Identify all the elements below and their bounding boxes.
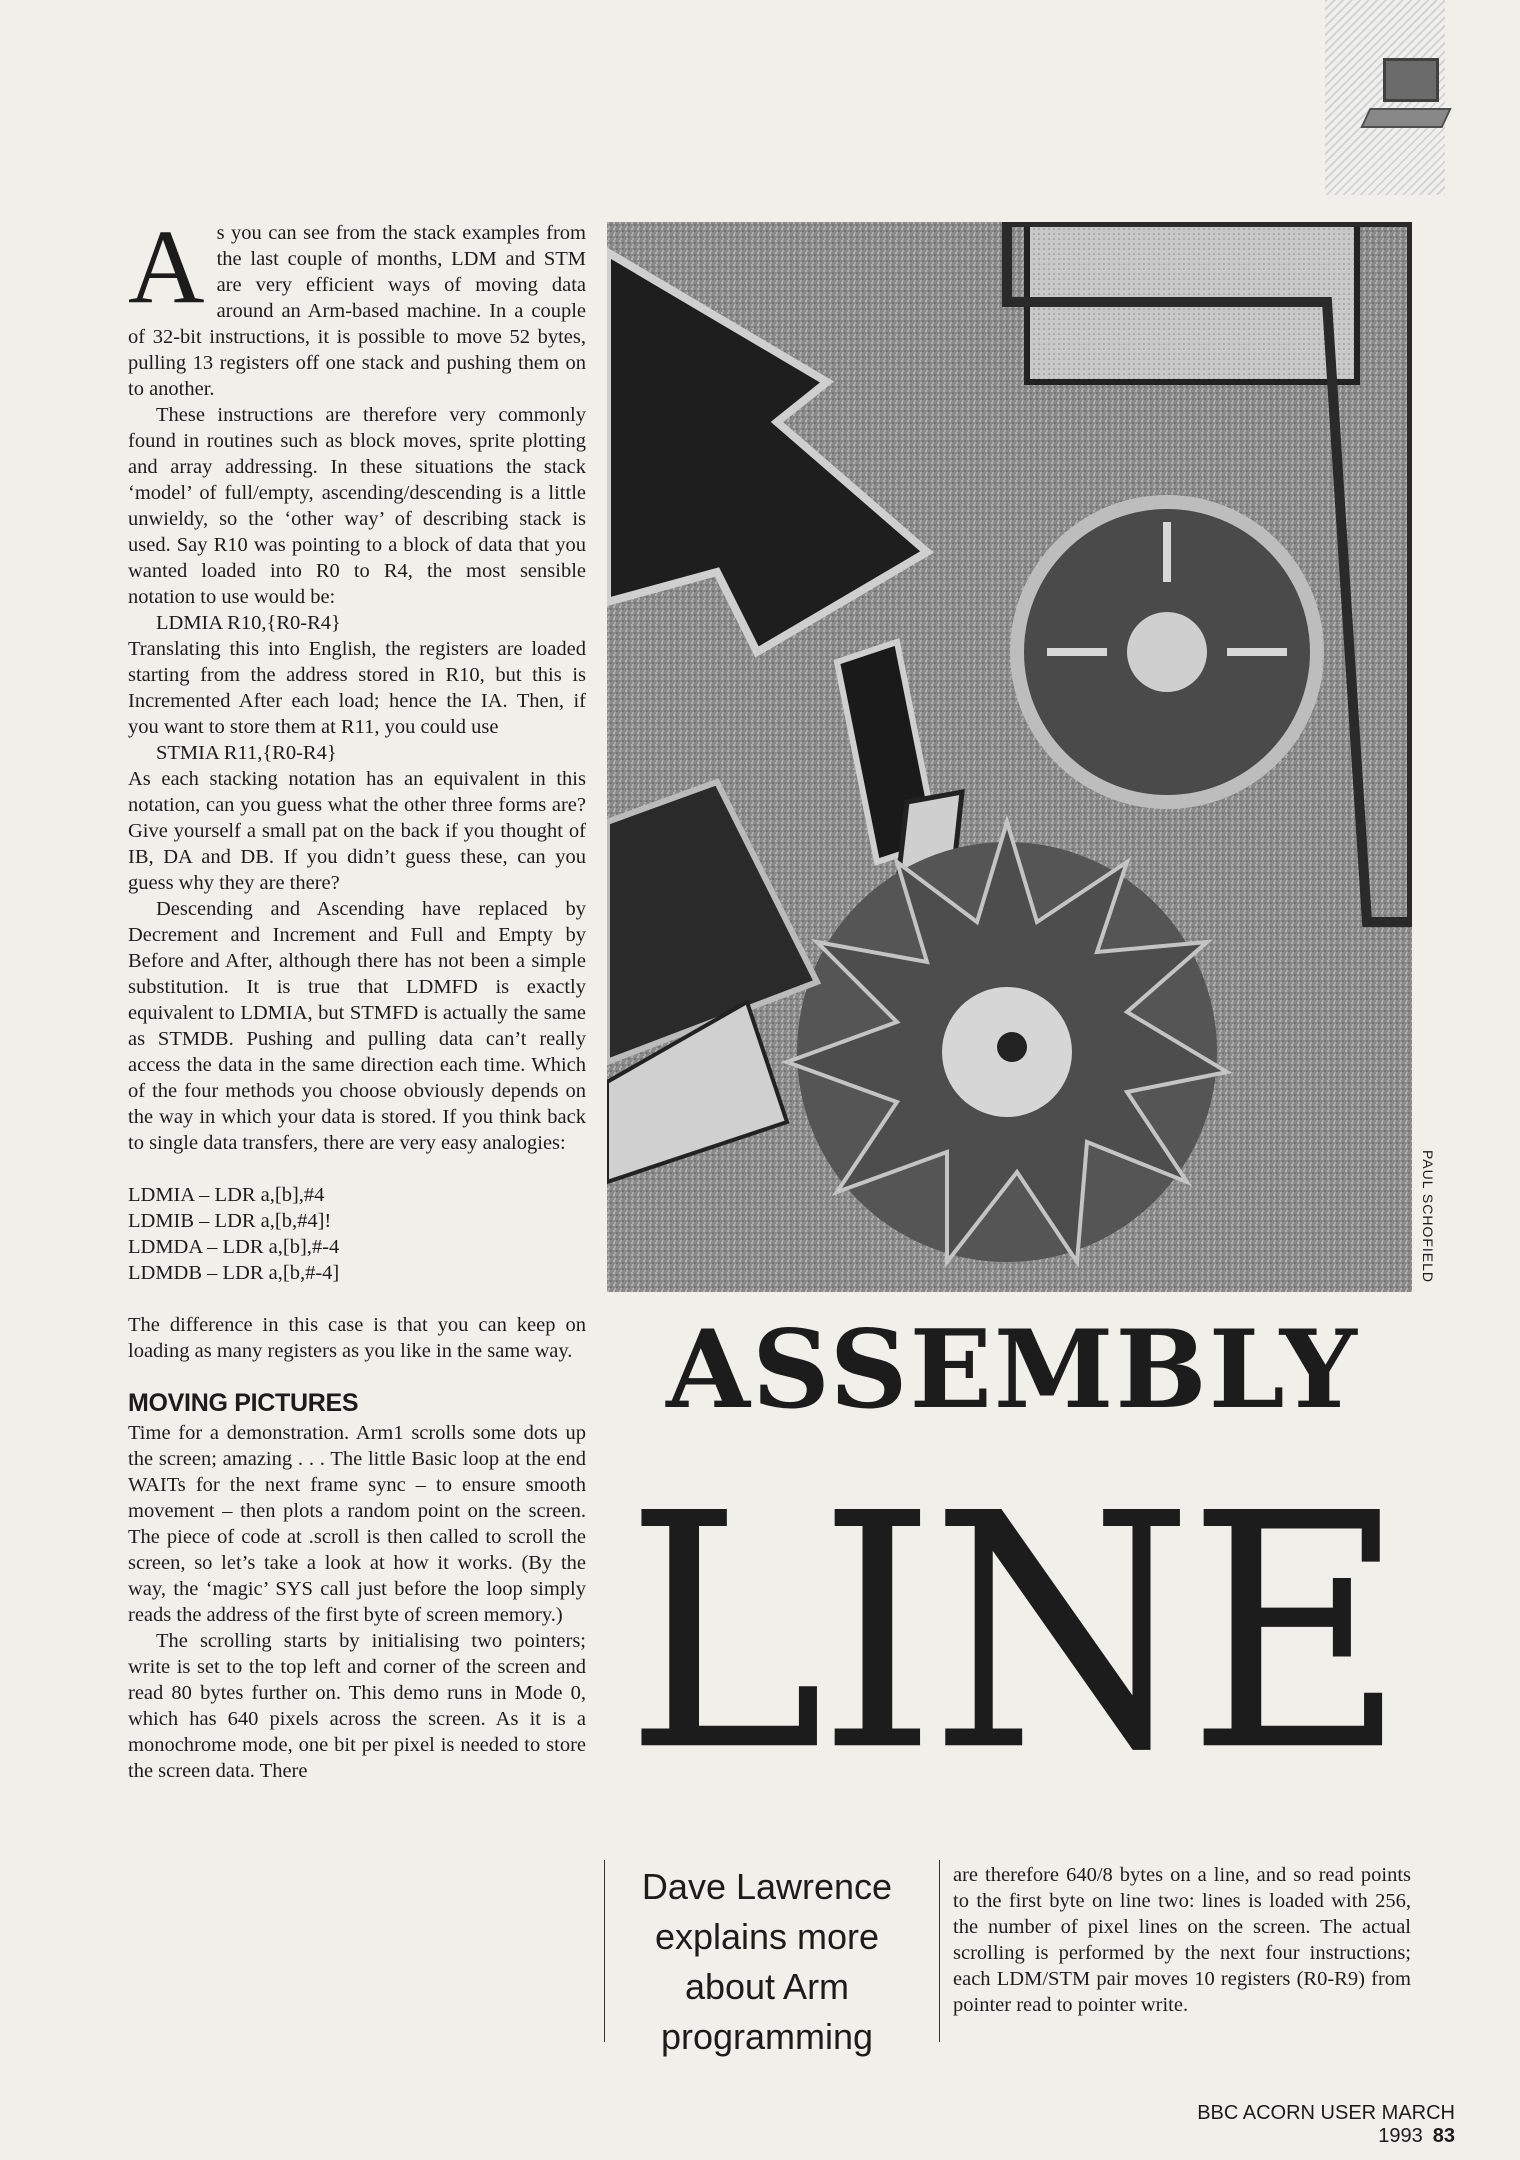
paragraph: Time for a demonstration. Arm1 scrolls some dots up the screen; amazing . . . The little Basic loop at the end WAITs for the next frame sync – to ensure smooth movement – then plots a random point on the screen. The piece of code at .scroll is then called to scroll the screen, so let’s take a look at how it works. (By the way, the ‘magic’ SYS call just before the loop simply reads the address of the first byte of screen memory.) [128, 1422, 586, 1626]
page-number: 83 [1432, 2125, 1455, 2147]
code-line: LDMIA – LDR a,[b],#4 [128, 1184, 325, 1206]
column-divider [939, 1860, 940, 2042]
article-title-line-2: LINE [624, 1445, 1401, 1822]
magazine-issue: BBC ACORN USER MARCH 1993 [1197, 2102, 1455, 2147]
section-heading: MOVING PICTURES [128, 1389, 359, 1417]
code-line: LDMDB – LDR a,[b,#-4] [128, 1262, 340, 1284]
paragraph: Descending and Ascending have replaced by Decrement and Increment and Full and Empty by Before and After, although there has not been a simple substitution. It is true that LDMFD is exactly equivalent to LDMIA, but STMFD is actually the same as STMDB. Pushing and pulling data can’t really access the data in the same direction each time. Which of the four methods you choose obviously depends on the way in which your data is stored. If you think back to single data transfers, there are very easy analogies: [128, 898, 586, 1154]
gears-illustration [607, 222, 1412, 1292]
column-divider [604, 1860, 605, 2042]
paragraph: These instructions are therefore very commonly found in routines such as block moves, sprite plotting and array addressing. In these situations the stack ‘model’ of full/empty, ascending/descending is a little unwieldy, so the ‘other way’ of describing stack is used. Say R10 was pointing to a block of data that you wanted loaded into R0 to R4, the most sensible notation to use would be: [128, 404, 586, 608]
keyboard-icon [1360, 108, 1451, 128]
left-column [128, 208, 586, 1784]
code-analogies [128, 1182, 586, 1286]
computer-monitor-icon [1383, 58, 1439, 102]
page-footer [1125, 2102, 1455, 2148]
standfirst: Dave Lawrence explains more about Arm programming [641, 1866, 893, 2057]
drop-cap: A [128, 208, 205, 325]
code-example: LDMIA R10,{R0-R4} [156, 612, 341, 634]
article-title-line-1: ASSEMBLY [666, 1307, 1359, 1433]
code-example: STMIA R11,{R0-R4} [156, 742, 337, 764]
paragraph: As each stacking notation has an equivalent in this notation, can you guess what the other three forms are? Give yourself a small pat on the back if you thought of IB, DA and DB. If you didn’t guess these, can you guess why they are there? [128, 768, 586, 894]
right-column [953, 1862, 1411, 2018]
intro-paragraph: As you can see from the stack examples from the last couple of months, LDM and STM are very efficient ways of moving data around an Arm-based machine. In a couple of 32-bit instructions, it is possible to move 52 bytes, pulling 13 registers off one stack and pushing them on to another. [128, 208, 586, 400]
paragraph: are therefore 640/8 bytes on a line, and so read points to the first byte on line two: lines is loaded with 256, the number of pixel lines on the screen. The actual scrolling is performed by the next four instructions; each LDM/STM pair moves 10 registers (R0-R9) from pointer read to pointer write. [953, 1864, 1411, 2016]
paragraph: The scrolling starts by initialising two pointers; write is set to the top left and corner of the screen and read 80 bytes further on. This demo runs in Mode 0, which has 640 pixels across the screen. As it is a monochrome mode, one bit per pixel is needed to store the screen data. There [128, 1630, 586, 1782]
corner-computer-logo [1325, 0, 1445, 195]
code-line: LDMDA – LDR a,[b],#-4 [128, 1236, 340, 1258]
gears-artwork [607, 222, 1412, 1292]
paragraph: Translating this into English, the registers are loaded starting from the address stored in R10, but this is Incremented After each load; hence the IA. Then, if you want to store them at R11, you could use [128, 638, 586, 738]
photo-credit: PAUL SCHOFIELD [1420, 1150, 1436, 1284]
paragraph: The difference in this case is that you can keep on loading as many registers as you like in the same way. [128, 1314, 586, 1362]
code-line: LDMIB – LDR a,[b,#4]! [128, 1210, 332, 1232]
